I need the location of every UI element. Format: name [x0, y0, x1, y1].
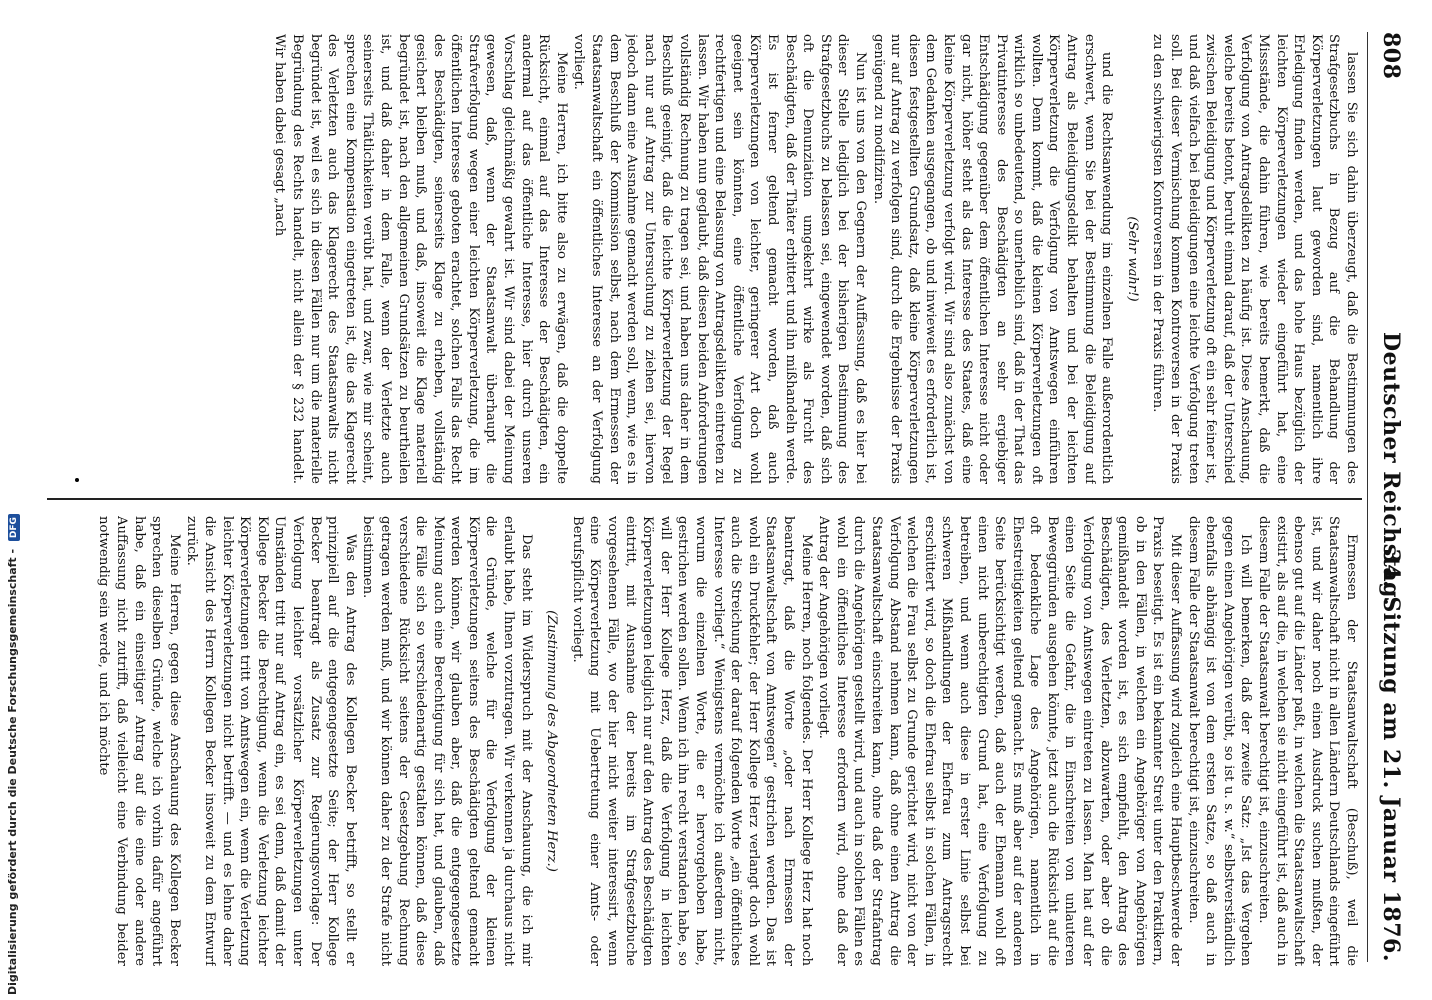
- page-number: 808: [1378, 32, 1404, 80]
- credit-text: Digitalisierung gefördert durch die Deutsche Forschungsgemeinschaft -: [6, 548, 19, 995]
- left-column: [50, 34, 1360, 484]
- paragraph: und die Rechtsanwendung im einzelnen Falle außerordentlich erschwert, wenn Sie bei der Bestimmung die Beleidigung auf Antrag als Beleidigungsdelikt behalten und bei der leichten Körperverletzung die Verfolgung von Amtswegen einführen wollten. Denn kommt, daß die kleinen Körperverletzungen oft wirklich so unbedeutend, so unerheblich sind, daß in der That das Privatinteresse des Beschädigten an sehr ergiebiger Entschädigung gegenüber dem öffentlichen Interesse nicht oder gar nicht, höher steht als das Interesse des Staates, daß eine kleine Körperverletzung verfolgt wird. Wir sind also zunächst von dem Gedanken ausgegangen, ob und inwieweit es erforderlich ist, diesen festgestellten Grundsatz, daß kleine Körperverletzungen nur auf Antrag zu verfolgen sind, durch die Ergebnisse der Praxis genügend zu modifiziren.: [870, 34, 1115, 484]
- paragraph: (Zustimmung des Abgeordneten Herz.): [544, 610, 560, 872]
- paragraph: Meine Herren, noch folgendes. Der Herr Kollege Herz hat noch beantragt, daß die Worte „oder nach Ermessen der Staatsanwaltschaft von Amtswegen“ gestrichen werden. Das ist wohl ein Druckfehler; der Herr Kollege Herz verlangt doch wohl auch die Streichung der darauf folgenden Worte „ein öffentliches Interesse vorliegt.“ Wenigstens vermöchte ich außerdem nicht, worum die einzelnen Worte, die er hervorgehoben habe, gestrichen werden sollen. Wenn ich ihn recht verstanden habe, so will der Herr Kollege Herz, daß die Verfolgung in leichten Körperverletzungen lediglich nur auf den Antrag des Beschädigten eintritt, mit Ausnahme der bereits im Strafgesetzbuche vorgesehenen Fälle, wo der hier nicht weiter interessirt, wenn eine Körperverletzung mit Uebertretung einer Amts- oder Berufspflicht vorliegt.: [569, 516, 814, 966]
- paragraph: (Sehr wahr!): [1124, 216, 1140, 302]
- paragraph: lassen Sie sich dahin überzeugt, daß die Bestimmungen des Strafgesetzbuchs in Bezug auf die Behandlung der Körperverletzungen laut geworden sind, namentlich ihre Erledigung finden werden, und das hohe Haus bezüglich der leichten Körperverletzungen wieder eingeführt hat, eine Missstände, die dahin führen, wie bereits bemerkt, daß die Verfolgung von Antragsdelikten zu häufig ist. Diese Anschauung, welche bereits betont, beruht einmal darauf, daß der Unterschied zwischen Beleidigung und Körperverletzung oft ein sehr feiner ist, und daß vielfach bei Beleidigungen eine leichte Verfolgung treten soll. Bei dieser Vermischung kommen Kontroversen in der Praxis zu den schwierigsten Kontroversen in der Praxis führen.: [1150, 34, 1359, 484]
- session-label: 34. Sitzung am 21. Januar 1876.: [1378, 548, 1404, 962]
- paragraph: Ermessen der Staatsanwaltschaft (Beschuß), weil die Staatsanwaltschaft nicht in allen Ländern Deutschlands eingeführt ist, und wir daher noch einen Ausdruck suchen mußten, der ebenso gut auf die Länder paßt, in welchen die Staatsanwaltschaft existirt, als auf die, in welchen sie nicht eingeführt ist, daß auch in diesem Falle der Staatsanwalt berechtigt ist, einzuschreiten.: [1256, 516, 1359, 966]
- paragraph: Das steht im Widerspruch mit der Anschauung, die ich mir erlaubt habe, Ihnen vorzutragen. Wir verkennen ja durchaus nicht die Gründe, welche für die Verfolgung der kleinen Körperverletzungen seitens des Beschädigten geltend gemacht werden können, wir glauben aber, daß die entgegengesetzte Meinung auch eine Berechtigung für sich hat, und glauben, daß die Fälle sich so verschiedenartig gestalten können, daß diese verschiedene Rücksicht seitens der Gesetzgebung Rechnung getragen werden muß, und wir können daher zu der Strafe nicht beistimmen.: [360, 516, 534, 966]
- digitization-credit: [4, 517, 24, 995]
- column-divider: [47, 498, 1362, 500]
- paragraph: Meine Herren, gegen diese Anschauung des Kollegen Becker sprechen dieselben Gründe, welche ich vorhin dafür angeführt habe, daß ein einseitiger Antrag auf die eine oder andere Auffassung nicht zutrifft, daß vielleicht eine Verbindung beider notwendig sein werde, und ich möchte: [96, 516, 182, 966]
- header-rule: [1367, 32, 1368, 962]
- paragraph: Meine Herren, ich bitte also zu erwägen, daß die doppelte Rücksicht, einmal auf das Interesse der Beschädigten, ein andermal auf das öffentliche Interesse, hier durch unseren Vorschlag gleichmäßig gewahrt ist. Wir sind dabei der Meinung gewesen, daß, wenn der Staatsanwalt überhaupt die Strafverfolgung wegen einer leichten Körperverletzung, die im öffentlichen Interesse geboten erachtet, solchen Falls das Recht des Beschädigten, seinerseits Klage zu erheben, vollständig gesichert bleiben muß, und daß, insoweit die Klage materiell begründet ist, nach den allgemeinen Grundsätzen zu beurtheilen ist, und daß daher in dem Falle, wenn der Verletzte auch seinerseits Thätlichkeiten verübt hat, und zwar, wie mir scheint, sprechen eine Kompensation eingetreten ist, die das Klagerecht des Verletzten auch das Klagerecht des Staatsanwalts nicht begründet ist, weil es sich in diesen Fällen nur um die materielle Begründung des Rechts handelt, nicht allein der § 232 handelt. Wir haben dabei gesagt „nach: [272, 34, 569, 484]
- paragraph: Ich will bemerken, daß der zweite Satz: „Ist das Vergehen gegen einen Angehörigen verübt, so ist u. s. w.“ selbstverständlich ebenfalls abhängig ist von dem ersten Satze, so daß auch in diesem Falle der Staatsanwalt berechtigt ist, einzuschreiten.: [1185, 516, 1254, 966]
- right-column: [50, 516, 1360, 966]
- dfg-logo: DFG: [8, 514, 20, 541]
- paragraph: Mit dieser Auffassung wird zugleich eine Hauptbeschwerde der Praxis beseitigt. Es ist ein bekannter Streit unter den Praktikern, ob in den Fällen, in welchen ein Angehöriger von Angehörigen gemißhandelt worden ist, es sich empfiehlt, den Antrag des Beschädigten, des Verletzten, abzuwarten, oder aber ob die Verfolgung von Amtswegen eintreten zu lassen. Man hat auf der einen Seite die Gefahr, die in Einschreiten von unlauteren Beweggründen ausgehen könnte, jetzt auch die Rücksicht auf die oft bedenkliche Lage des Angehörigen, namentlich in Ehestreitigkeiten geltend gemacht. Es muß aber auf der anderen Seite berücksichtigt werden, daß auch der Ehemann wohl oft einen nicht unberechtigten Grund hat, eine Verfolgung zu betreiben, und wenn auch diese in erster Linie selbst bei schweren Mißhandlungen der Ehefrau zum Antragsrecht erschüttert wird, so doch die Ehefrau selbst in solchen Fällen, in welchen die Frau selbst zu Grunde gerichtet wird, nicht von der Verfolgung Abstand nehmen kann, daß ohne einen Antrag die Staatsanwaltschaft einschreiten kann, ohne daß der Strafantrag durch die Angehörigen gestellt wird, und auch in solchen Fällen es wohl ein öffentliches Interesse erfordern wird, ohne daß der Antrag der Angehörigen vorliegt.: [816, 516, 1184, 966]
- paragraph: Was den Antrag des Kollegen Becker betrifft, so stellt er prinzipiell auf die entgegengesetzte Seite; der Herr Kollege Becker beantragt als Zusatz zur Regierungsvorlage: Der Verfolgung leichter vorsätzlicher Körperverletzungen unter Umständen tritt nur auf Antrag ein, es sei denn, daß damit der Kollege Becker die Berechtigung, wenn die Verletzung leichter Körperverletzungen tritt von Amtswegen ein, wenn die Verletzung leichter Körperverletzungen nicht betrifft. — und es lehne daher die Ansicht des Herrn Kollegen Becker insoweit zu dem Entwurf zurück.: [184, 516, 358, 966]
- scan-speck: [75, 478, 79, 482]
- paragraph: Nun ist uns von den Gegnern der Auffassung, daß es hier bei dieser Stelle lediglich bei der bisherigen Bestimmung des Strafgesetzbuchs zu belassen sei, eingewendet worden, daß sich oft die Denunziation umgekehrt wirke als Furcht des Beschädigten, daß der Thäter erbittert und ihn mißhandeln werde. Es ist ferner geltend gemacht worden, daß auch Körperverletzungen von leichter, geringerer Art doch wohl geeignet sein könnten, eine öffentliche Verfolgung zu rechtfertigen und eine Belassung von Antragsdelikten eintreten zu lassen. Wir haben nun geglaubt, daß diesen beiden Anforderungen vollständig Rechnung zu tragen sei, und haben uns daher in dem Beschluß geeinigt, daß die leichte Körperverletzung der Regel nach nur auf Antrag zur Untersuchung zu ziehen sei, hiervon jedoch dann eine Ausnahme gemacht werden soll, wenn, wie es in dem Beschluß der Kommission selbst, nach dem Ermessen der Staatsanwaltschaft ein öffentliches Interesse an der Verfolgung vorliegt.: [571, 34, 868, 484]
- page-header: [1370, 32, 1410, 962]
- publication-title: Deutscher Reichstag.: [1378, 332, 1404, 607]
